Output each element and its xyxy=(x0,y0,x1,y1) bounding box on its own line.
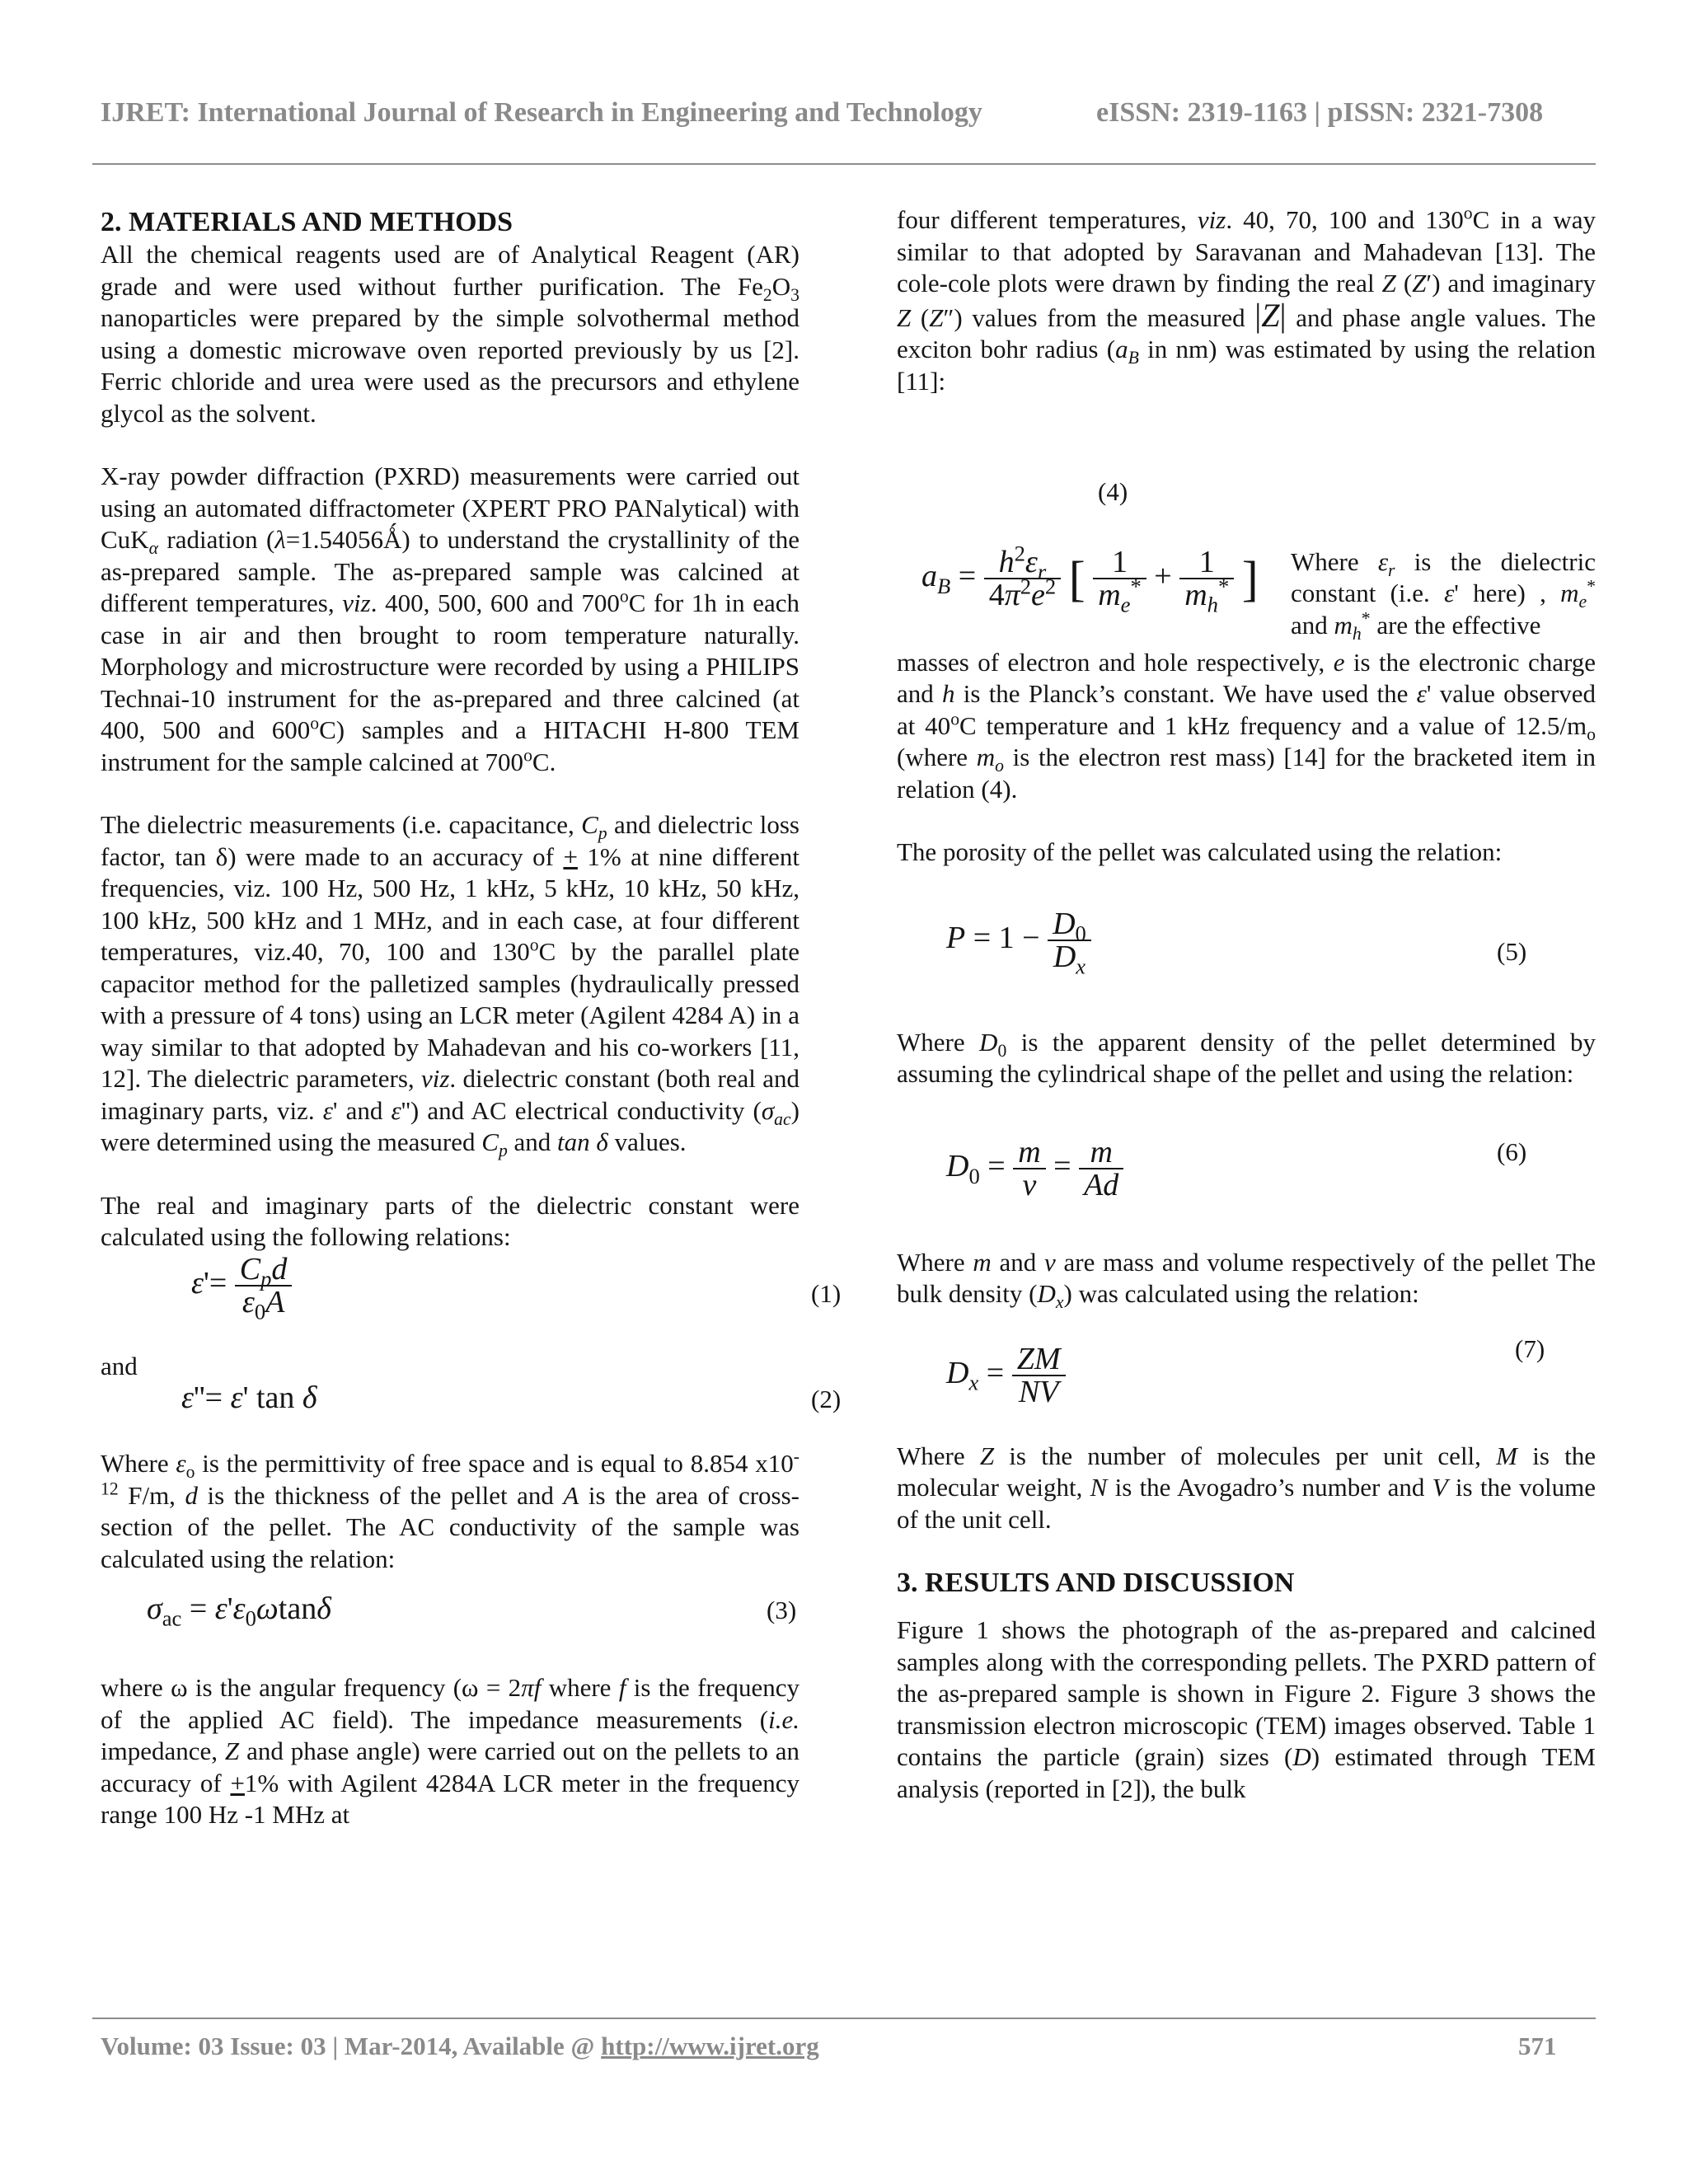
footer-volume xyxy=(101,2032,819,2061)
paragraph-impedance: where ω is the angular frequency (ω = 2πf where f is the frequency of the applied AC field). The impedance measurements (i.e. impedance, Z and phase angle) were carried out on the pellets to an accuracy of +1% with Agilent 4284A LCR meter in the frequency range 100 Hz -1 MHz at xyxy=(101,1673,800,1829)
footer-rule xyxy=(92,2018,1596,2019)
equation-6: $D_0$ = $\frac{m}{v}$ = $\frac{m}{Ad}$ (6) xyxy=(946,1134,1527,1202)
paragraph-dielectric: The dielectric measurements (i.e. capacitance, $C_p$ and dielectric loss factor, tan δ) were made to an accuracy of + 1% at nine different frequencies, viz. 100 Hz, 500 Hz, 1 kHz, 5 kHz, 10 kHz, 50 kHz, 100 kHz, 500 kHz and 1 MHz, and in each case, at four different temperatures, viz.40, 70, 100 and 130$^o$C by the parallel plate capacitor method for the palletized samples (hydraulically pressed with a pressure of 4 tons) using an LCR meter (Agilent 4284 A) in a way similar to that adopted by Mahadevan and his co-workers [11, 12]. The dielectric parameters, viz. dielectric constant (both real and imaginary parts, viz. ε' and ε'') and AC electrical conductivity $(\sigma_{ac})$ were determined using the measured $C_p$ and tan δ values. xyxy=(101,810,800,1161)
paragraph-apparent-density: Where $D_0$ is the apparent density of the pellet determined by assuming the cylindrical shape of the pellet and using the relation: xyxy=(897,1027,1596,1088)
equation-6-number: (6) xyxy=(1497,1137,1527,1166)
equation-1: ε'= $\frac{C_pd}{\varepsilon_0A}$ (1) xyxy=(191,1251,842,1324)
footer-volume-text: Volume: 03 Issue: 03 | Mar-2014, Available @ xyxy=(101,2032,602,2060)
paragraph-molecules: Where Z is the number of molecules per unit cell, M is the molecular weight, N is the Avogadro’s number and V is the volume of the unit cell. xyxy=(897,1441,1596,1534)
right-column xyxy=(897,204,1596,1805)
paragraph-effective-masses: masses of electron and hole respectively, e is the electronic charge and h is the Planck’s constant. We have used the ε' value observed at 40$^o$C temperature and 1 kHz frequency and a value of $12.5/m_o$ (where $m_o$ is the electron rest mass) [14] for the bracketed item in relation (4). xyxy=(897,647,1596,804)
section-heading-results: 3. RESULTS AND DISCUSSION xyxy=(897,1568,1295,1598)
paragraph-where-epsilon: Where $\varepsilon_r$ is the dielectric constant (i.e. ε' here) , $m_e^*$ and $m_h^*$ are the effective xyxy=(1291,546,1596,644)
section-heading-materials: 2. MATERIALS AND METHODS xyxy=(101,207,513,237)
paragraph-relations: The real and imaginary parts of the dielectric constant were calculated using the following relations: xyxy=(101,1190,799,1251)
left-column xyxy=(101,206,842,1831)
equation-3: $\sigma_{ac} = \varepsilon'\varepsilon_0\omega\tan\delta$ (3) xyxy=(147,1591,797,1631)
equation-3-number: (3) xyxy=(767,1596,797,1624)
journal-link[interactable]: http://www.ijret.org xyxy=(601,2032,819,2060)
header-rule xyxy=(92,163,1596,165)
equation-5: P = 1 − $\frac{D_0}{D_x}$ (5) xyxy=(946,906,1527,979)
and-word: and xyxy=(101,1351,138,1380)
paragraph-reagents: All the chemical reagents used are of Analytical Reagent (AR) grade and were used without further purification. The $Fe_2O_3$ nanoparticles were prepared by the simple solvothermal method using a domestic microwave oven reported previously by us [2]. Ferric chloride and urea were used as the precursors and ethylene glycol as the solvent. xyxy=(101,240,799,428)
paragraph-porosity: The porosity of the pellet was calculated using the relation: xyxy=(897,837,1503,866)
equation-2-number: (2) xyxy=(811,1385,842,1413)
equation-4: $a_B$ = $\frac{h^2\varepsilon_r}{4\pi^2e^2}$ [ $\frac{1}{m_e^*}$ + $\frac{1}{m_h^*}$ ] Where $\varepsilon_r$ is the dielectric constant (i.e. ε' here) , $m_e^*$ and $m_h^*$ are the effective xyxy=(921,540,1596,644)
paragraph-bulk-density: Where m and v are mass and volume respectively of the pellet The bulk density $(D_x)$ was calculated using the relation: xyxy=(897,1247,1596,1313)
equation-1-number: (1) xyxy=(811,1278,842,1308)
paragraph-cole-cole: four different temperatures, viz. 40, 70, 100 and 130$^o$C in a way similar to that adopted by Saravanan and Mahadevan [13]. The cole-cole plots were drawn by finding the real Z (Z′) and imaginary Z (Z″) values from the measured |Z| and phase angle values. The exciton bohr radius ($a_B$ in nm) was estimated by using the relation [11]: xyxy=(897,203,1597,396)
journal-title: IJRET: International Journal of Research in Engineering and Technology xyxy=(101,97,982,128)
paragraph-permittivity: Where $\varepsilon_o$ is the permittivity of free space and is equal to 8.854 $x10^{-12}$ F/m, d is the thickness of the pellet and A is the area of cross-section of the pellet. The AC conductivity of the sample was calculated using the relation: xyxy=(101,1446,800,1573)
equation-5-number: (5) xyxy=(1497,936,1527,966)
equation-2: ε''= ε' tan δ (2) xyxy=(181,1380,842,1415)
page-number: 571 xyxy=(1518,2032,1557,2060)
equation-7: $D_x$ = $\frac{ZM}{NV}$ (7) xyxy=(946,1333,1545,1409)
paragraph-results: Figure 1 shows the photograph of the as-prepared and calcined samples along with the corresponding pellets. The PXRD pattern of the as-prepared sample is shown in Figure 2. Figure 3 shows the transmission electron microscopic (TEM) images observed. Table 1 contains the particle (grain) sizes (D) estimated through TEM analysis (reported in [2]), the bulk xyxy=(897,1615,1596,1803)
paragraph-pxrd: X-ray powder diffraction (PXRD) measurements were carried out using an automated diffractometer (XPERT PRO PANalytical) with CuK$_\alpha$ radiation (λ=1.54056Ǻ) to understand the crystallinity of the as-prepared sample. The as-prepared sample was calcined at different temperatures, viz. 400, 500, 600 and 700$^o$C for 1h in each case in air and then brought to room temperature naturally. Morphology and microstructure were recorded by using a PHILIPS Technai-10 instrument for the as-prepared and three calcined (at 400, 500 and 600$^o$C) samples and a HITACHI H-800 TEM instrument for the sample calcined at 700$^o$C. xyxy=(101,462,799,776)
equation-7-number: (7) xyxy=(1515,1333,1545,1363)
equation-4-number: (4) xyxy=(1098,477,1128,506)
issn: eISSN: 2319-1163 | pISSN: 2321-7308 xyxy=(1096,97,1544,128)
